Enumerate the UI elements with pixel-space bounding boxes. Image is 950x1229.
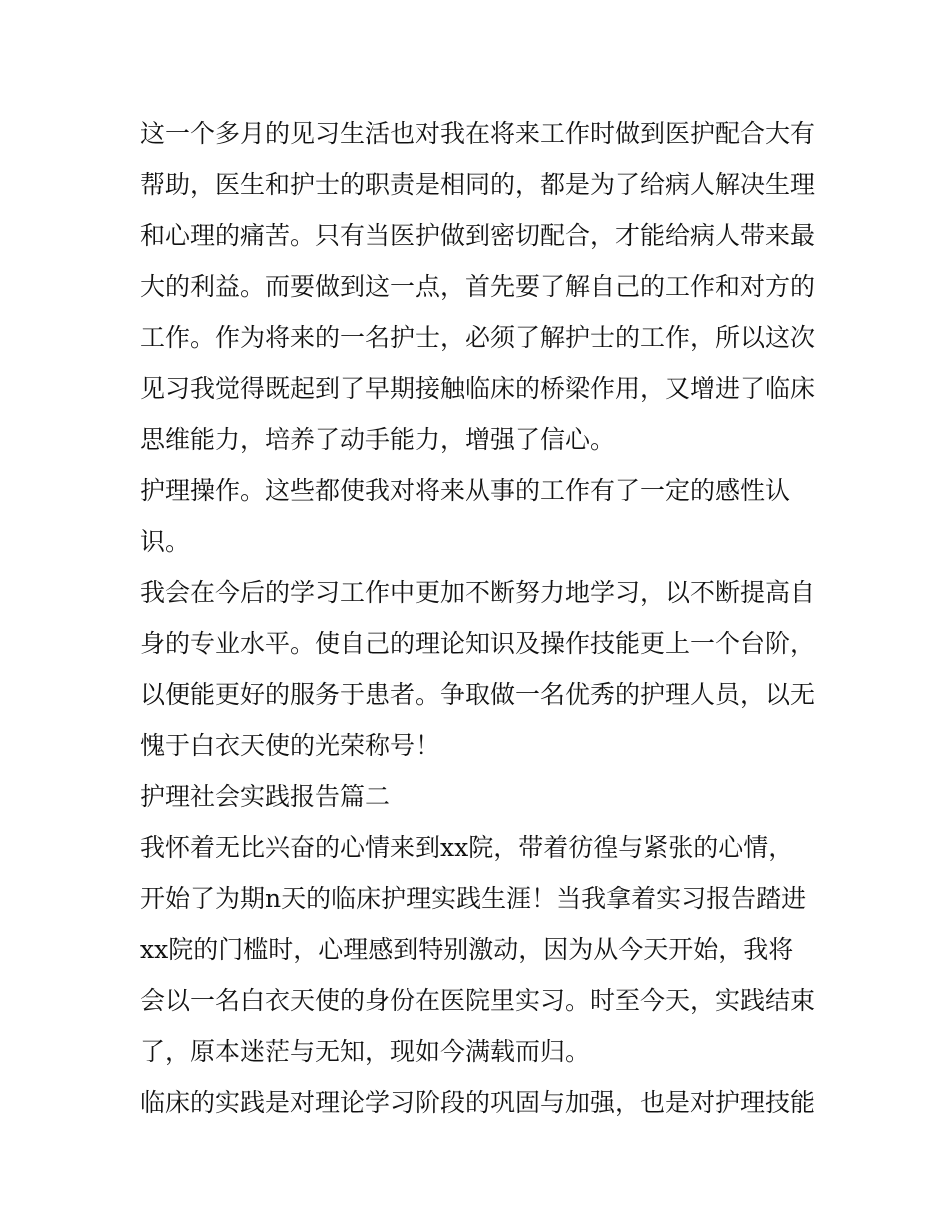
paragraph-line: 以便能更好的服务于患者。争取做一名优秀的护理人员，以无	[140, 680, 816, 709]
paragraph-line: 识。	[140, 527, 191, 556]
paragraph-line: 愧于白衣天使的光荣称号！	[140, 731, 441, 760]
paragraph-line: 大的利益。而要做到这一点，首先要了解自己的工作和对方的	[140, 272, 816, 301]
paragraph-line: 我会在今后的学习工作中更加不断努力地学习，以不断提高自	[140, 578, 816, 607]
paragraph-line: 这一个多月的见习生活也对我在将来工作时做到医护配合大有	[140, 119, 816, 148]
paragraph-line: 会以一名白衣天使的身份在医院里实习。时至今天，实践结束	[140, 986, 816, 1015]
paragraph-line: xx院的门槛时，心理感到特别激动，因为从今天开始，我将	[140, 935, 794, 964]
paragraph-4	[140, 822, 815, 1077]
paragraph-line: 思维能力，培养了动手能力，增强了信心。	[140, 425, 616, 454]
paragraph-3	[140, 567, 815, 771]
paragraph-line: 见习我觉得既起到了早期接触临床的桥梁作用，又增进了临床	[140, 374, 816, 403]
paragraph-1	[140, 108, 815, 465]
paragraph-line: 身的专业水平。使自己的理论知识及操作技能更上一个台阶，	[140, 629, 816, 658]
document-body	[140, 108, 815, 1128]
paragraph-line: 我怀着无比兴奋的心情来到xx院，带着彷徨与紧张的心情，	[140, 833, 794, 862]
paragraph-line: 帮助，医生和护士的职责是相同的，都是为了给病人解决生理	[140, 170, 816, 199]
paragraph-line: 了，原本迷茫与无知，现如今满载而归。	[140, 1037, 591, 1066]
paragraph-line: 开始了为期n天的临床护理实践生涯！当我拿着实习报告踏进	[140, 884, 807, 913]
paragraph-2	[140, 465, 815, 567]
paragraph-line: 临床的实践是对理论学习阶段的巩固与加强，也是对护理技能	[140, 1088, 816, 1117]
section-heading	[140, 771, 815, 822]
paragraph-line: 工作。作为将来的一名护士，必须了解护士的工作，所以这次	[140, 323, 816, 352]
paragraph-5	[140, 1077, 815, 1128]
paragraph-line: 护理操作。这些都使我对将来从事的工作有了一定的感性认	[140, 476, 791, 505]
paragraph-line: 和心理的痛苦。只有当医护做到密切配合，才能给病人带来最	[140, 221, 816, 250]
section-heading-text: 护理社会实践报告篇二	[140, 782, 391, 811]
